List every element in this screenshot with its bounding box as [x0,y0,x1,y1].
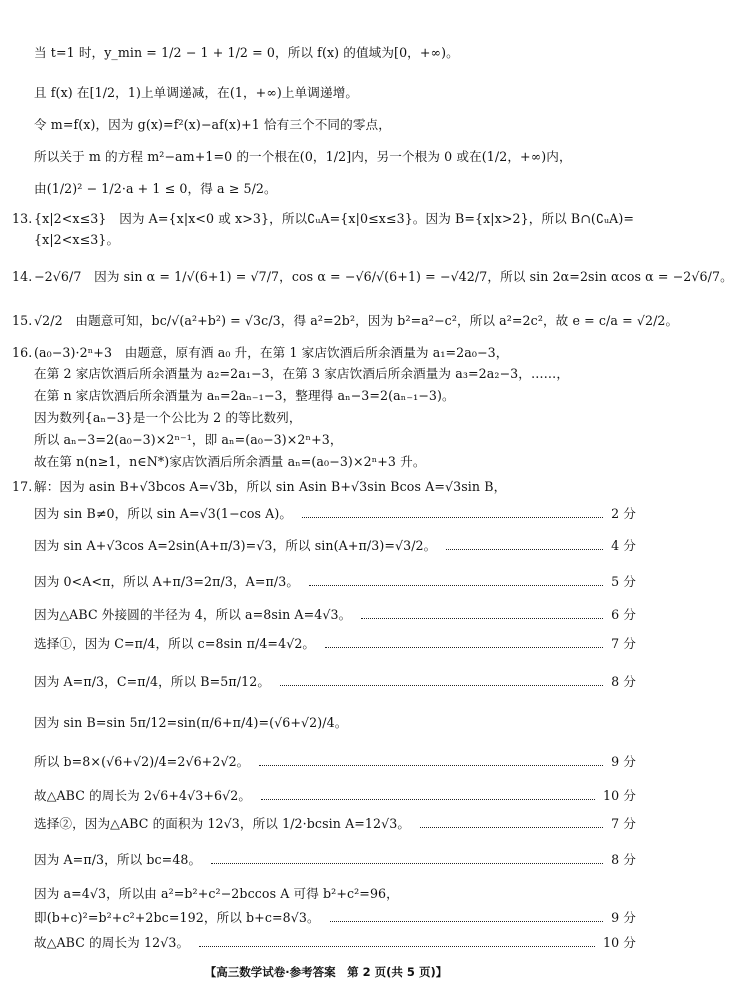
answer-line: 所以 aₙ−3=2(a₀−3)×2ⁿ⁻¹，即 aₙ=(a₀−3)×2ⁿ+3， [34,432,343,447]
dot-leader [261,798,595,800]
question-number: 13. [12,211,33,226]
dot-leader [259,764,603,766]
solution-step [34,753,636,770]
solution-step [34,787,636,804]
dot-leader [446,548,603,550]
step-score: 8 分 [611,852,636,867]
solution-step [34,934,636,951]
text-line: 令 m=f(x)，因为 g(x)=f²(x)−af(x)+1 恰有三个不同的零点， [34,117,391,132]
step-text: 因为△ABC 外接圆的半径为 4，所以 a=8sin A=4√3。 [34,607,352,622]
step-score: 9 分 [611,754,636,769]
dot-leader [309,584,603,586]
step-text: 选择①，因为 C=π/4，所以 c=8sin π/4=4√2。 [34,636,316,651]
solution-intro: 解：因为 asin B+√3bcos A=√3b，所以 sin Asin B+√3sin Bcos A=√3sin B， [34,479,507,494]
step-score: 2 分 [611,506,636,521]
answer-line: −2√6/7 因为 sin α = 1/√(6+1) = √7/7，cos α = −√6/√(6+1) = −√42/7，所以 sin 2α=2sin αcos α = −2√6/7。 [34,269,733,284]
solution-step [34,573,636,590]
step-text: 所以 b=8×(√6+√2)/4=2√6+2√2。 [34,754,250,769]
answer-line: 在第 2 家店饮酒后所余酒量为 a₂=2a₁−3，在第 3 家店饮酒后所余酒量为 a₃=2a₂−3，……， [34,366,570,381]
step-text: 因为 0<A<π，所以 A+π/3=2π/3，A=π/3。 [34,574,300,589]
dot-leader [280,684,603,686]
solution-step [34,505,636,522]
dot-leader [302,516,603,518]
dot-leader [420,826,603,828]
question-number: 14. [12,269,33,284]
step-score: 6 分 [611,607,636,622]
page-footer: 【高三数学试卷·参考答案 第 2 页(共 5 页)】 [204,965,448,979]
question-number: 17. [12,479,33,494]
text-line: 由(1/2)² − 1/2·a + 1 ≤ 0，得 a ≥ 5/2。 [34,181,277,196]
solution-step [34,851,636,868]
step-score: 9 分 [611,910,636,925]
solution-step [34,606,636,623]
dot-leader [325,646,603,648]
text-line: 当 t=1 时，y_min = 1/2 − 1 + 1/2 = 0，所以 f(x) 的值域为[0，+∞)。 [34,45,459,60]
dot-leader [211,862,603,864]
answer-line: {x|2<x≤3} 因为 A={x|x<0 或 x>3}，所以∁ᵤA={x|0≤x≤3}。因为 B={x|x>2}，所以 B∩(∁ᵤA)= [34,211,635,226]
solution-step [34,909,636,926]
step-text: 因为 sin A+√3cos A=2sin(A+π/3)=√3，所以 sin(A+π/3)=√3/2。 [34,538,437,553]
step-text: 因为 A=π/3，C=π/4，所以 B=5π/12。 [34,674,271,689]
dot-leader [330,920,603,922]
step-score: 10 分 [602,935,636,950]
step-text: 因为 A=π/3，所以 bc=48。 [34,852,202,867]
dot-leader [199,945,595,947]
step-text: 因为 a=4√3，所以由 a²=b²+c²−2bccos A 可得 b²+c²=96， [34,886,399,901]
dot-leader [361,617,603,619]
step-score: 5 分 [611,574,636,589]
step-score: 4 分 [611,538,636,553]
step-score: 7 分 [611,816,636,831]
question-number: 15. [12,313,33,328]
answer-line: 因为数列{aₙ−3}是一个公比为 2 的等比数列， [34,410,302,425]
step-score: 7 分 [611,636,636,651]
step-score: 8 分 [611,674,636,689]
step-text: 故△ABC 的周长为 12√3。 [34,935,190,950]
solution-step [34,537,636,554]
step-text: 因为 sin B=sin 5π/12=sin(π/6+π/4)=(√6+√2)/4。 [34,715,348,730]
text-line: 且 f(x) 在[1/2，1)上单调递减，在(1，+∞)上单调递增。 [34,85,359,100]
solution-step [34,815,636,832]
step-text: 因为 sin B≠0，所以 sin A=√3(1−cos A)。 [34,506,293,521]
step-text: 选择②，因为△ABC 的面积为 12√3，所以 1/2·bcsin A=12√3。 [34,816,411,831]
answer-line: 在第 n 家店饮酒后所余酒量为 aₙ=2aₙ₋₁−3，整理得 aₙ−3=2(aₙ₋₁−3)。 [34,388,455,403]
text-line: 所以关于 m 的方程 m²−am+1=0 的一个根在(0，1/2]内，另一个根为 0 或在(1/2，+∞)内， [34,149,572,164]
question-number: 16. [12,345,33,360]
solution-step [34,635,636,652]
step-score: 10 分 [602,788,636,803]
answer-line: {x|2<x≤3}。 [34,232,120,247]
answer-line: √2/2 由题意可知，bc/√(a²+b²) = √3c/3，得 a²=2b²，因为 b²=a²−c²，所以 a²=2c²，故 e = c/a = √2/2。 [34,313,679,328]
step-text: 故△ABC 的周长为 2√6+4√3+6√2。 [34,788,252,803]
answer-line: 故在第 n(n≥1，n∈N*)家店饮酒后所余酒量 aₙ=(a₀−3)×2ⁿ+3 升。 [34,454,426,469]
answer-line: (a₀−3)·2ⁿ+3 由题意，原有酒 a₀ 升，在第 1 家店饮酒后所余酒量为 a₁=2a₀−3， [34,345,509,360]
solution-step [34,673,636,690]
step-text: 即(b+c)²=b²+c²+2bc=192，所以 b+c=8√3。 [34,910,320,925]
